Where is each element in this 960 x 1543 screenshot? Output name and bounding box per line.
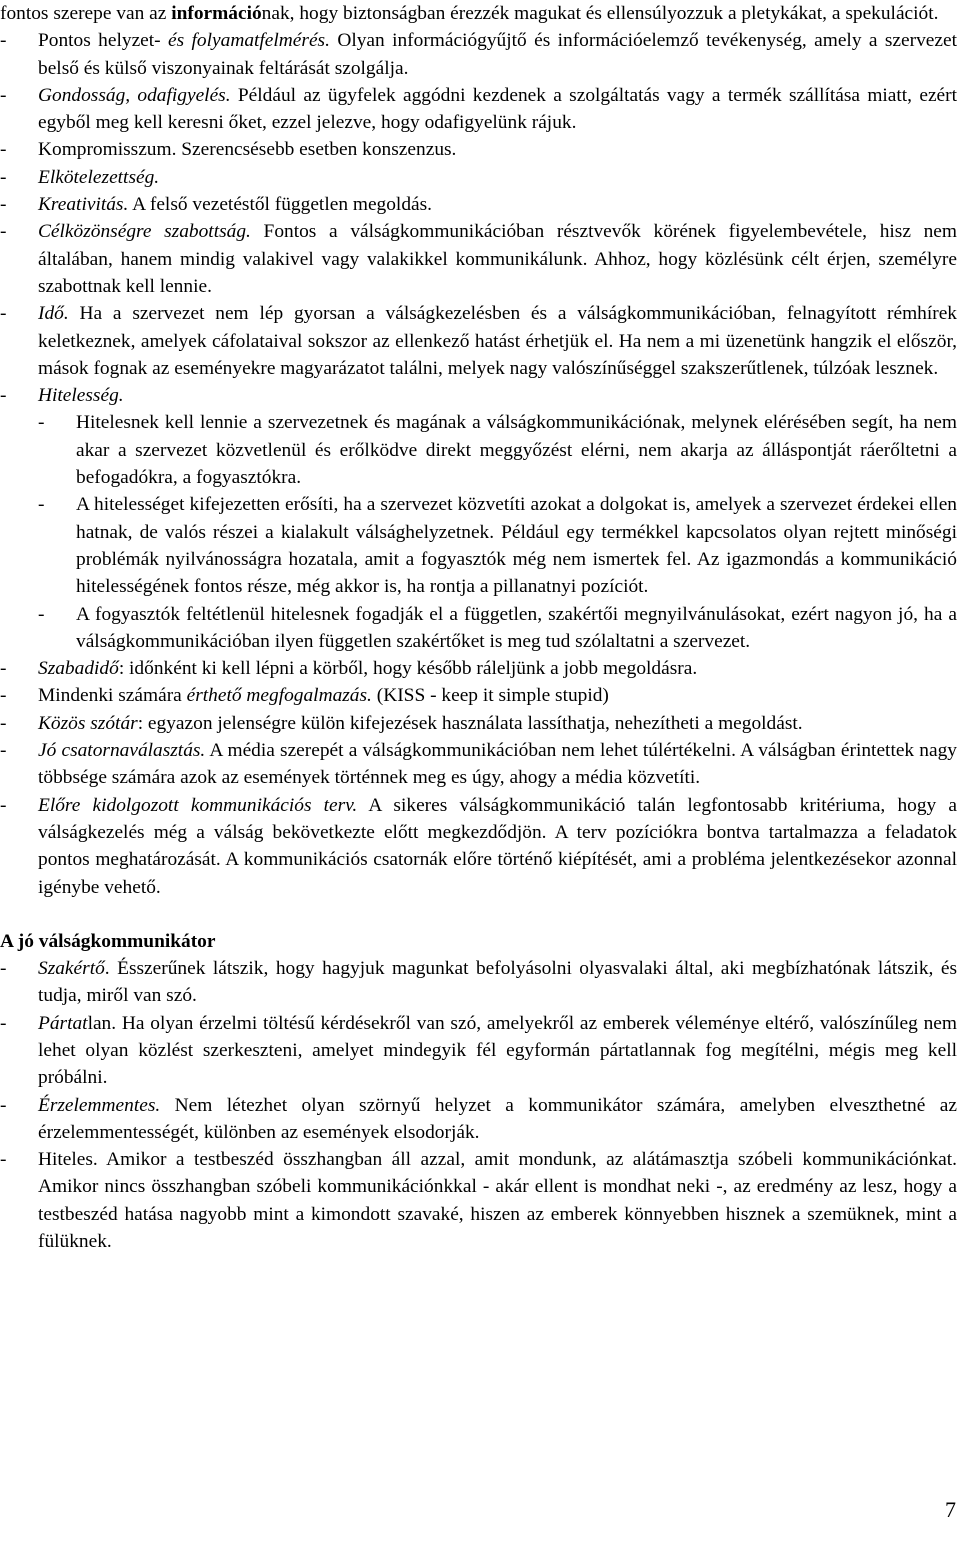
list-item-jo-csatorna: - Jó csatornaválasztás. A média szerepét a válságkommunikációban nem lehet túlértékelni. A válságban érintettek nagy többsége számára azok az események történnek meg es úgy, ahogy a média közvetíti. [0,737,957,792]
list-item-kreativitas: - Kreativitás. A felső vezetéstől független megoldás. [0,191,957,218]
sub-list-item: - A hitelességet kifejezetten erősíti, ha a szervezet közvetíti azokat a dolgokat is, amelyek a szervezet érdekei ellen hatnak, de valós részei a kialakult válsághelyzetnek. Például egy termékkel kapcsolatos olyan rejtett minőségi problémák nyilvánosságra hozatala, amit a fogyasztók még nem ismertek fel. Az igazmondás a kommunikáció hitelességének fontos része, még akkor is, ha rontja a pillanatnyi pozíciót. [38,491,957,600]
list-item-elkotelezettseg: - Elkötelezettség. [0,164,957,191]
list-item-hiteles: - Hiteles. Amikor a testbeszéd összhangban áll azzal, amit mondunk, az alátámasztja szóbeli kommunikációnkat. Amikor nincs összhangban szóbeli kommunikációnkkal - akár ellent is mondhat neki -, az eredmény az lesz, hogy a testbeszéd hatása nagyobb mint a kimondott szavaké, hiszen az emberek könnyebben hisznek a szemüknek, mint a fülüknek. [0,1146,957,1255]
dash-bullet: - [38,412,45,434]
bold-term: információ [171,3,262,24]
list-item-gondossag: - Gondosság, odafigyelés. Például az ügyfelek aggódni kezdenek a szolgáltatás vagy a termék szállítása miatt, ezért egyből meg kell keresni őket, ezzel jelezve, hogy odafigyelünk rájuk. [0,82,957,137]
dash-bullet: - [0,166,7,188]
list-item-erzelemmentes: - Érzelemmentes. Nem létezhet olyan szörnyű helyzet a kommunikátor számára, amelyben elveszthetné az érzelemmentességét, különben az események elsodorják. [0,1092,957,1147]
dash-bullet: - [0,794,7,816]
list-item-szakerto: - Szakértő. Ésszerűnek látszik, hogy hagyjuk magunkat befolyásolni olyasvalaki által, aki megbízhatónak látszik, és tudja, miről van szó. [0,955,957,1010]
dash-bullet: - [0,685,7,707]
list-item-celkozonseg: - Célközönségre szabottság. Fontos a válságkommunikációban résztvevők körének figyelembevétele, hisz nem általában, hanem mindig valakivel vagy valakikkel kommunikálunk. Ahhoz, hogy közlésünk célt érjen, személyre szabottnak kell lennie. [0,218,957,300]
dash-bullet: - [0,712,7,734]
dash-bullet: - [0,194,7,216]
dash-bullet: - [0,658,7,680]
dash-bullet: - [0,740,7,762]
dash-bullet: - [0,221,7,243]
list-item-partatlan: - Pártatlan. Ha olyan érzelmi töltésű kérdésekről van szó, amelyekről az emberek véleménye eltérő, valószínűleg nem lehet olyan közlést szerkeszteni, amelyet mindegyik fél egyformán pártatlannak fog megítélni, mégis meg kell próbálni. [0,1010,957,1092]
dash-bullet: - [0,1012,7,1034]
list-item-kozos-szotar: - Közös szótár: egyazon jelenségre külön kifejezések használata lassíthatja, nehezítheti a megoldást. [0,710,957,737]
dash-bullet: - [38,494,45,516]
dash-bullet: - [0,303,7,325]
page-number: 7 [945,1497,956,1522]
dash-bullet: - [0,1094,7,1116]
dash-bullet: - [0,84,7,106]
dash-bullet: - [0,1149,7,1171]
intro-paragraph: fontos szerepe van az információnak, hogy biztonságban érezzék magukat és ellensúlyozzuk a pletykákat, a spekulációt. [0,3,939,24]
dash-bullet: - [0,30,7,52]
list-item-kompromisszum: - Kompromisszum. Szerencsésebb esetben konszenzus. [0,136,957,163]
dash-bullet: - [0,958,7,980]
section-heading: A jó válságkommunikátor [0,930,216,952]
list-item-mindenki: - Mindenki számára érthető megfogalmazás. (KISS - keep it simple stupid) [0,682,957,709]
list-item-ido: - Idő. Ha a szervezet nem lép gyorsan a válságkezelésben és a válságkommunikációban, felnagyított rémhírek keletkeznek, amelyek cáfolataival sokszor az ellenkező hatást érhetjük el. Ha nem a mi üzenetünk hangzik el először, mások fognak az eseményekre magyarázatot találni, melyek nagy valószínűséggel szakszerűtlenek, túlzóak lesznek. [0,300,957,382]
list-item-elore-terv: - Előre kidolgozott kommunikációs terv. A sikeres válságkommunikáció talán legfontosabb kritériuma, hogy a válságkezelés még a válság bekövetkezte előtt megkezdődjön. A terv pozíciókra bontva tartalmazza a feladatok pontos meghatározását. A kommunikációs csatornák előre történő kiépítését, ami a probléma jelentkezésekor azonnal igénybe vehető. [0,792,957,901]
dash-bullet: - [0,139,7,161]
dash-bullet: - [38,603,45,625]
list-item-szabadido: - Szabadidő: időnként ki kell lépni a körből, hogy később ráleljünk a jobb megoldásra. [0,655,957,682]
sub-list-item: - A fogyasztók feltétlenül hitelesnek fogadják el a független, szakértői megnyilvánulásokat, ezért nagyon jó, ha a válságkommunikációban ilyen független szakértőket is meg tud szólaltatni a szervezet. [38,601,957,656]
sub-list-item: - Hitelesnek kell lennie a szervezetnek és magának a válságkommunikációnak, melynek elérésében segít, ha nem akar a szervezet közvetlenül és erőlködve direkt meggyőzést elérni, nem akarja az álláspontját ráerőltetni a befogadókra, a fogyasztókra. [38,409,957,491]
list-item-pontos: - Pontos helyzet- és folyamatfelmérés. Olyan információgyűjtő és információelemző tevékenység, amely a szervezet belső és külső viszonyainak feltárását szolgálja. [0,27,957,82]
dash-bullet: - [0,385,7,407]
list-item-hitelesseg: - Hitelesség. [0,382,957,409]
